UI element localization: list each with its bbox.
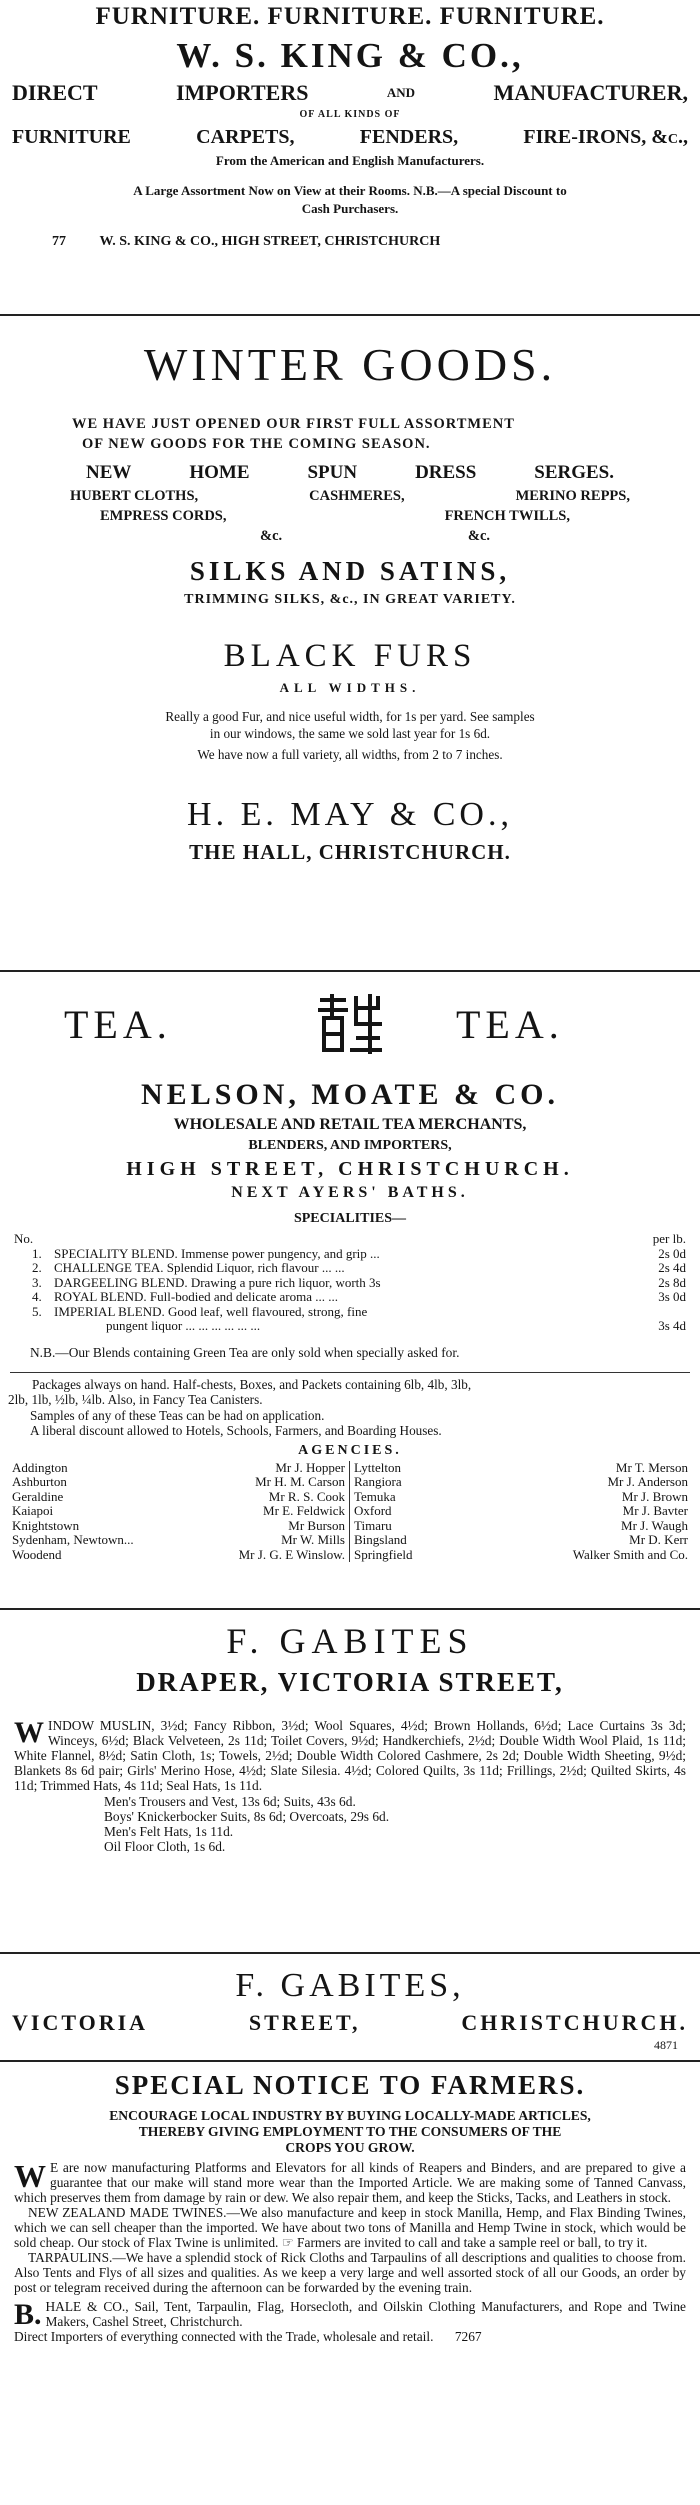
agency-town: Sydenham, Newtown... (12, 1532, 134, 1547)
agency-town: Addington (12, 1459, 68, 1475)
tea-row (0, 1319, 700, 1334)
may-row-item: HOME (189, 462, 250, 483)
gabites-2-word: STREET, (248, 2010, 361, 2035)
divider (0, 1608, 700, 1610)
king-of-all-kinds: OF ALL KINDS OF (299, 109, 401, 120)
gabites-draper-advertisement (0, 1614, 700, 1954)
agency-agent: Mr D. Kerr (629, 1532, 688, 1547)
tea-row (0, 1276, 700, 1291)
may-furs-widths: ALL WIDTHS. (279, 680, 421, 695)
gabites-body-text: INDOW MUSLIN, 3½d; Fancy Ribbon, 3½d; Wool Squares, 4½d; Brown Hollands, 6½d; Lace Curtains 3s 3d; Winceys, 6½d; Black Velveteen, 2s 11d; Toilet Covers, 9½d; Handkerchiefs, 2½d; Double Width Wool Plaid, 1s 11d; White Flannel, 8½d; Satin Cloth, 1s; Towels, 2½d; Double Width Colored Cashmere, 2s 2d; Double Width Sheeting, 9½d; Blankets 8s 6d pair; Girls' Merino Hose, 4½d; Slate Silesia. 4½d; Colored Quilts, 3s 11d; Frillings, 2½d; Quilted Skirts, 4s 11d; Trimmed Hats, 4s 11d; Seal Hats, 1s 11d. (14, 1718, 686, 1793)
may-row-3 (0, 506, 700, 526)
may-row-1 (0, 460, 700, 486)
nelson-packages-1: Packages always on hand. Half-chests, Boxes, and Packets containing 6lb, 4lb, 3lb, (32, 1376, 472, 1392)
agency-agent: Mr J. Hopper (275, 1459, 345, 1475)
nelson-line-3: HIGH STREET, CHRISTCHURCH. (126, 1158, 574, 1180)
agency-row (350, 1519, 692, 1534)
tea-no: 4. (32, 1289, 42, 1304)
nelson-specialities-title: SPECIALITIES— (293, 1211, 407, 1226)
agency-town: Kaiapoi (12, 1503, 54, 1518)
agency-row (8, 1461, 349, 1476)
chinese-character-logo-icon (314, 992, 386, 1058)
gabites-2-ref: 4871 (654, 2038, 678, 2052)
may-row-item: FRENCH TWILLS, (444, 508, 570, 524)
nelson-nb: N.B.—Our Blends containing Green Tea are only sold when specially asked for. (30, 1344, 460, 1360)
tea-no: 3. (32, 1274, 42, 1290)
gabites-2-name: F. GABITES, (235, 1967, 465, 2004)
gabites-2-word: CHRISTCHURCH. (461, 2010, 688, 2035)
agency-agent: Mr J. Waugh (621, 1517, 688, 1533)
king-word: CARPETS, (196, 126, 295, 148)
hale-encourage-2: THEREBY GIVING EMPLOYMENT TO THE CONSUMERS OF THE (138, 2124, 562, 2139)
hale-paragraph-3: TARPAULINS.—We have a splendid stock of Rick Cloths and Tarpaulins of all descriptions and qualities to choose from. Also Tents and Flys of all sizes and qualities. As we keep a very large and well assorted stock of all our Goods, an order by post or telegram received during the afternoon can be forwarded by the evening train. (14, 2250, 686, 2295)
hale-ref: 7267 (454, 2329, 482, 2344)
may-furs-text-1: Really a good Fur, and nice useful width, for 1s per yard. See samples (165, 709, 535, 724)
hale-footer-line-2: Direct Importers of everything connected with the Trade, wholesale and retail. (14, 2329, 434, 2344)
may-row-item: SPUN (307, 462, 358, 483)
agency-agent: Mr E. Feldwick (263, 1503, 345, 1518)
king-headline: FURNITURE. FURNITURE. FURNITURE. (95, 3, 605, 30)
king-words-row-1 (0, 78, 700, 108)
tea-description: DARGEELING BLEND. Drawing a pure rich liquor, worth 3s (54, 1275, 381, 1290)
tea-price: 3s 0d (658, 1289, 686, 1304)
king-advertisement (0, 0, 700, 316)
agency-row (8, 1504, 349, 1519)
agency-town: Woodend (12, 1546, 62, 1562)
tea-price (642, 1305, 686, 1320)
tea-price: 2s 0d (658, 1245, 686, 1261)
nelson-packages-3: Samples of any of these Teas can be had on application. (30, 1407, 325, 1423)
tea-no: 1. (32, 1245, 42, 1261)
gabites-item: Oil Floor Cloth, 1s 6d. (104, 1839, 226, 1854)
agency-agent: Mr J. G. E Winslow. (238, 1546, 345, 1562)
agency-town: Geraldine (12, 1488, 64, 1504)
king-word: DIRECT (12, 80, 98, 105)
agency-row (8, 1519, 349, 1534)
tea-row (0, 1305, 700, 1320)
agency-agent: Mr J. Bavter (622, 1503, 688, 1518)
tea-price: 2s 4d (658, 1260, 686, 1275)
agencies-table (0, 1461, 700, 1563)
drop-cap: W (14, 1716, 44, 1749)
nelson-tea-left: TEA. (64, 1002, 172, 1047)
drop-cap: B. (14, 2298, 42, 2331)
nelson-line-4: NEXT AYERS' BATHS. (231, 1184, 469, 1201)
hale-title: SPECIAL NOTICE TO FARMERS. (114, 2070, 586, 2100)
agency-town: Springfield (354, 1546, 413, 1562)
may-row-item: MERINO REPPS, (515, 488, 630, 504)
may-furs-title: BLACK FURS (223, 638, 477, 674)
drop-cap: W (14, 2158, 46, 2194)
king-assortment-line-1: A Large Assortment Now on View at their Rooms. N.B.—A special Discount to (133, 183, 567, 198)
agency-agent: Mr W. Mills (281, 1532, 345, 1547)
hale-footer (14, 2299, 686, 2344)
agency-agent: Mr J. Anderson (607, 1474, 688, 1489)
gabites-items (0, 1794, 700, 1854)
king-word: FIRE-IRONS, &c., (523, 126, 688, 148)
divider (0, 2060, 700, 2062)
may-firm-name: H. E. MAY & CO., (187, 796, 513, 833)
nelson-tea-right: TEA. (456, 1002, 564, 1047)
may-headline: WINTER GOODS. (143, 339, 557, 390)
king-word: MANUFACTURER, (493, 80, 688, 105)
gabites-item: Boys' Knickerbocker Suits, 8s 6d; Overcoats, 29s 6d. (104, 1809, 390, 1824)
king-word: FENDERS, (359, 126, 459, 148)
agency-agent: Mr T. Merson (615, 1459, 688, 1475)
may-row-4 (0, 526, 700, 546)
hale-paragraph-2: NEW ZEALAND MADE TWINES.—We also manufacture and keep in stock Manilla, Hemp, and Flax Binding Twines, which we can sell cheaper than the imported. We have about two tons of Manilla and Hemp Twine in stock, which would be sold cheap. Our stock of Flax Twine is unlimited. ☞ Farmers are invited to call and take a sample reel or ball, to try it. (14, 2205, 686, 2250)
agency-row (350, 1548, 692, 1563)
gabites-subtitle: DRAPER, VICTORIA STREET, (136, 1667, 564, 1697)
may-furs-text-2: in our windows, the same we sold last year for 1s 6d. (209, 726, 491, 741)
agencies-left-column (8, 1461, 350, 1563)
may-advertisement (0, 322, 700, 972)
nelson-packages-2: 2lb, 1lb, ½lb, ¼lb. Also, in Fancy Tea Canisters. (8, 1392, 263, 1407)
nelson-firm-name: NELSON, MOATE & CO. (141, 1078, 559, 1111)
nelson-agencies-title: AGENCIES. (298, 1442, 402, 1458)
may-silks-subtitle: TRIMMING SILKS, &c., IN GREAT VARIETY. (184, 592, 516, 607)
hale-advertisement (0, 2066, 700, 2505)
tea-row (0, 1290, 700, 1305)
gabites-address-advertisement (0, 1958, 700, 2062)
tea-description: CHALLENGE TEA. Splendid Liquor, rich flavour ... ... (54, 1261, 345, 1275)
agency-town: Lyttelton (354, 1459, 401, 1475)
agency-town: Bingsland (354, 1532, 407, 1547)
may-intro (72, 414, 700, 456)
tea-description: ROYAL BLEND. Full-bodied and delicate aroma ... ... (54, 1290, 339, 1304)
gabites-name: F. GABITES (226, 1621, 474, 1661)
tea-no: 2. (32, 1260, 42, 1275)
tea-price: 3s 4d (658, 1318, 686, 1333)
agency-town: Oxford (354, 1503, 392, 1518)
agency-town: Rangiora (354, 1474, 402, 1489)
may-row-item: &c. (467, 528, 490, 544)
agency-agent: Walker Smith and Co. (572, 1546, 688, 1562)
hale-encourage-1: ENCOURAGE LOCAL INDUSTRY BY BUYING LOCALLY-MADE ARTICLES, (109, 2108, 591, 2123)
agency-agent: Mr J. Brown (621, 1488, 688, 1504)
king-words-row-2 (0, 122, 700, 152)
hale-encourage-3: CROPS YOU GROW. (285, 2140, 415, 2155)
may-intro-line-1: WE HAVE JUST OPENED OUR FIRST FULL ASSORTMENT (72, 416, 515, 432)
agency-row (8, 1475, 349, 1490)
may-silks-title: SILKS AND SATINS, (189, 556, 511, 586)
may-row-item: &c. (260, 528, 283, 544)
tea-row (0, 1261, 700, 1276)
king-word: AND (386, 85, 416, 100)
hale-paragraph-1 (14, 2160, 686, 2205)
tea-table-header (0, 1232, 700, 1247)
agency-town: Knightstown (12, 1517, 80, 1533)
agency-agent: Mr Burson (288, 1517, 345, 1533)
king-address: W. S. KING & CO., HIGH STREET, CHRISTCHURCH (99, 234, 441, 249)
king-address-line (0, 230, 700, 254)
agency-agent: Mr H. M. Carson (255, 1474, 345, 1489)
hale-paragraph-1-text: E are now manufacturing Platforms and Elevators for all kinds of Reapers and Binders, and are prepared to give a guarantee that our make will stand more wear than the Imported Article. We are making some of Tanned Canvass, which preserves them from damage by rain or dew. We also repair them, and keep the Sticks, Tacks, and Leathers in stock. (14, 2160, 686, 2205)
agency-row (8, 1490, 349, 1505)
tea-description: pungent liquor ... ... ... ... ... ... (106, 1319, 261, 1333)
gabites-item: Men's Felt Hats, 1s 11d. (104, 1824, 234, 1839)
agencies-right-column (350, 1461, 692, 1563)
divider (0, 1952, 700, 1954)
agency-town: Temuka (354, 1488, 396, 1504)
may-row-item: DRESS (415, 462, 477, 483)
may-row-item: CASHMERES, (309, 488, 405, 504)
tea-list (0, 1247, 700, 1334)
gabites-2-address (0, 2008, 700, 2038)
may-row-item: EMPRESS CORDS, (100, 508, 227, 524)
agency-row (8, 1548, 349, 1563)
gabites-body (14, 1718, 686, 1793)
col-no-label: No. (14, 1231, 34, 1246)
hale-footer-line-1: HALE & CO., Sail, Tent, Tarpaulin, Flag, Horsecloth, and Oilskin Clothing Manufacturers, and Rope and Twine Makers, Cashel Street, Christchurch. (45, 2299, 686, 2329)
agency-row (350, 1533, 692, 1548)
tea-description: IMPERIAL BLEND. Good leaf, well flavoured, strong, fine (54, 1304, 368, 1319)
may-intro-line-2: OF NEW GOODS FOR THE COMING SEASON. (82, 436, 431, 452)
nelson-line-1: WHOLESALE AND RETAIL TEA MERCHANTS, (173, 1116, 527, 1133)
gabites-price-list (0, 1718, 700, 1793)
agency-town: Timaru (354, 1517, 392, 1533)
king-firm-name: W. S. KING & CO., (176, 36, 524, 75)
agency-row (350, 1490, 692, 1505)
divider (10, 1372, 690, 1373)
tea-description: SPECIALITY BLEND. Immense power pungency, and grip ... (54, 1246, 380, 1261)
may-row-item: HUBERT CLOTHS, (70, 488, 199, 504)
tea-no: 5. (32, 1303, 42, 1319)
king-word: IMPORTERS (175, 80, 309, 105)
gabites-item: Men's Trousers and Vest, 13s 6d; Suits, 43s 6d. (104, 1794, 356, 1809)
divider (0, 314, 700, 316)
gabites-2-word: VICTORIA (12, 2010, 149, 2035)
may-row-item: SERGES. (534, 462, 614, 483)
may-furs-text-3: We have now a full variety, all widths, from 2 to 7 inches. (197, 747, 503, 762)
agency-row (8, 1533, 349, 1548)
nelson-tea-banner (0, 986, 700, 1076)
king-word: FURNITURE (12, 126, 131, 148)
king-from-line: From the American and English Manufacturers. (215, 153, 485, 168)
col-per-label: per lb. (652, 1231, 686, 1246)
tea-price: 2s 8d (658, 1274, 686, 1290)
tea-row (0, 1247, 700, 1262)
king-address-number: 77 (52, 234, 66, 249)
agency-row (350, 1504, 692, 1519)
nelson-line-2: BLENDERS, AND IMPORTERS, (248, 1138, 452, 1153)
agency-row (350, 1461, 692, 1476)
may-row-item: NEW (86, 462, 132, 483)
tea-no (32, 1319, 54, 1334)
nelson-advertisement (0, 978, 700, 1610)
may-address: THE HALL, CHRISTCHURCH. (189, 840, 511, 864)
may-row-2 (0, 486, 700, 506)
agency-row (350, 1475, 692, 1490)
hale-footer-line-2-wrap (14, 2329, 686, 2344)
divider (0, 970, 700, 972)
agency-town: Ashburton (12, 1474, 67, 1489)
king-assortment-line-2: Cash Purchasers. (301, 201, 399, 216)
nelson-packages-4: A liberal discount allowed to Hotels, Schools, Farmers, and Boarding Houses. (30, 1423, 442, 1438)
agency-agent: Mr R. S. Cook (268, 1488, 345, 1504)
